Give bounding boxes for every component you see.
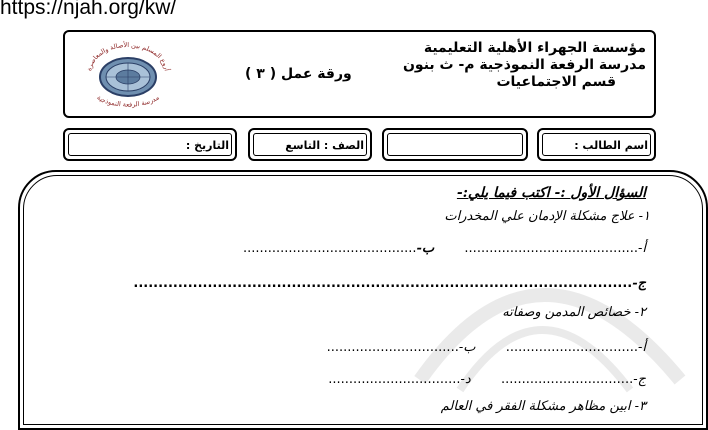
student-name-label: اسم الطالب : bbox=[574, 139, 648, 152]
answer-c2-label: ج- bbox=[633, 372, 646, 387]
answer-b2-dots: ................................ bbox=[326, 340, 459, 355]
grade-field[interactable] bbox=[248, 128, 372, 161]
org-name: مؤسسة الجهراء الأهلية التعليمية bbox=[423, 40, 646, 56]
answer-c2-dots: ................................ bbox=[500, 372, 634, 387]
answer-b-label: ب- bbox=[416, 241, 435, 256]
page-url[interactable]: https://njah.org/kw/ bbox=[0, 0, 177, 19]
date-label: التاريخ : bbox=[185, 139, 229, 152]
question-1-title: السؤال الأول :- اكتب فيما يلي:- bbox=[456, 185, 646, 201]
answer-b-dots: .......................................... bbox=[242, 241, 417, 256]
question-1-item-3: ٣- ابين مظاهر مشكلة الفقر في العالم bbox=[440, 399, 646, 414]
answer-d-label: د- bbox=[460, 372, 471, 387]
student-name-entry[interactable] bbox=[382, 128, 528, 161]
logo-top-text: أروع المسلم بين الأصالة والمعاصرة bbox=[85, 40, 171, 72]
header-box bbox=[63, 30, 656, 118]
worksheet-title: ورقة عمل ( ٣ ) bbox=[245, 66, 352, 82]
answer-a-dots: .......................................... bbox=[464, 241, 638, 256]
grade-label: الصف : التاسع bbox=[285, 139, 364, 152]
answer-b2-label: ب- bbox=[458, 340, 476, 355]
answer-row-3[interactable] bbox=[327, 340, 646, 355]
answer-a-label: أ- bbox=[637, 241, 646, 256]
date-field[interactable] bbox=[63, 128, 237, 161]
school-logo bbox=[73, 37, 183, 113]
student-name-field[interactable] bbox=[537, 128, 656, 161]
organization-block bbox=[403, 40, 646, 91]
answer-d-dots: ................................ bbox=[328, 372, 461, 387]
answer-c-label: ج- bbox=[632, 276, 646, 291]
answer-row-2[interactable] bbox=[133, 276, 646, 291]
answer-a2-dots: ................................ bbox=[505, 340, 638, 355]
answer-c-dots: ..................................................................................................... bbox=[133, 276, 633, 291]
school-name: مدرسة الرفعة النموذجية م- ث بنون bbox=[402, 57, 646, 73]
department-name: قسم الاجتماعيات bbox=[496, 74, 616, 90]
answer-row-1[interactable] bbox=[243, 241, 646, 256]
logo-bottom-text: مدرسة الرفعة النموذجية bbox=[95, 93, 161, 109]
question-1-item-2: ٢- خصائص المدمن وصفاته bbox=[502, 305, 646, 320]
answer-row-4[interactable] bbox=[328, 372, 646, 387]
answer-a2-label: أ- bbox=[637, 340, 646, 355]
question-1-item-1: ١- علاج مشكلة الإدمان علي المخدرات bbox=[444, 209, 650, 224]
